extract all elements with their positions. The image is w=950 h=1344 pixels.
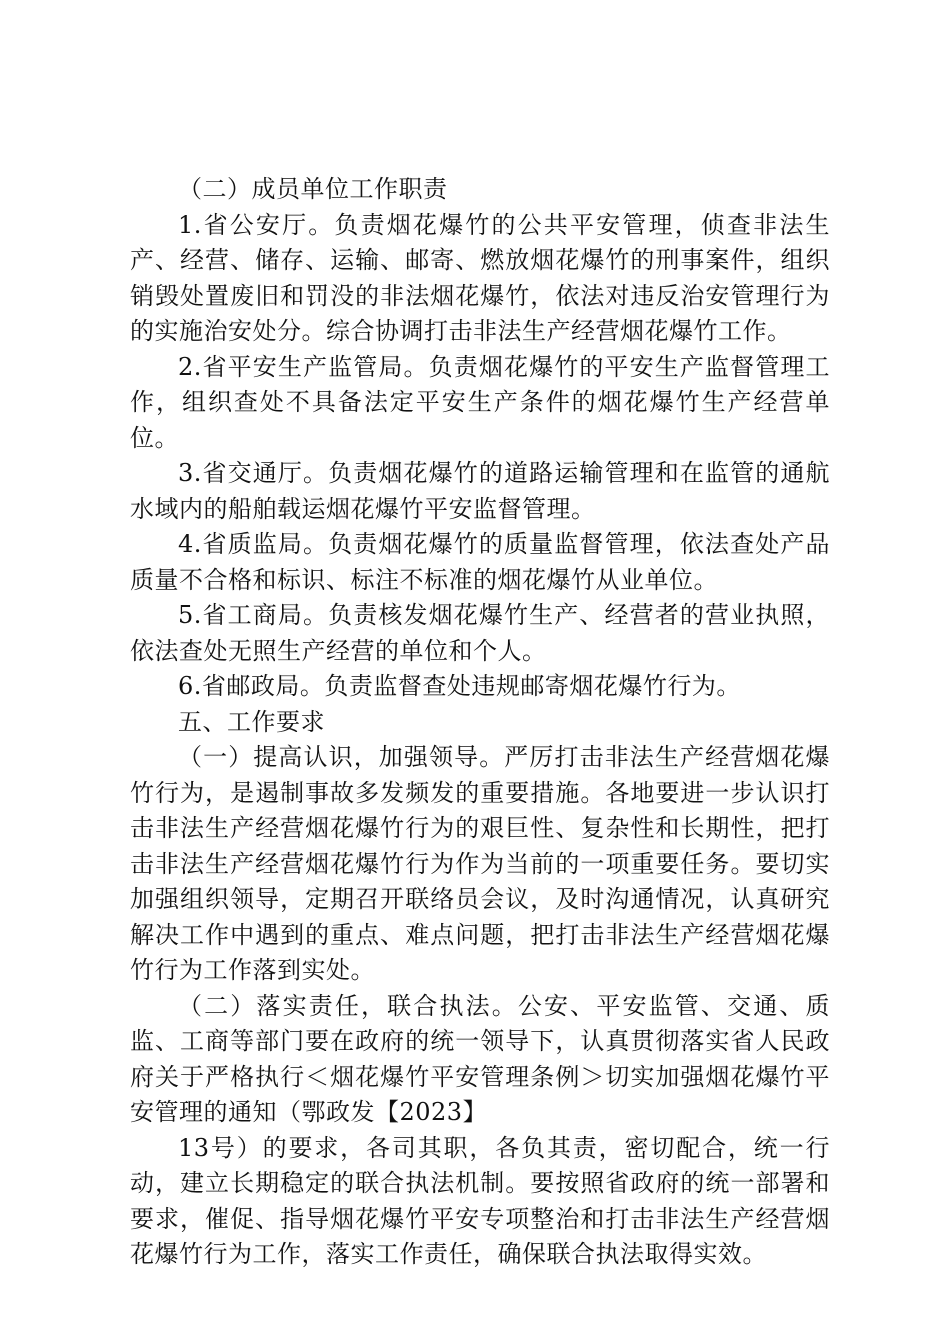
- paragraph-raise-awareness: （一）提高认识，加强领导。严厉打击非法生产经营烟花爆竹行为，是遏制事故多发频发的重要措施。各地要进一步认识打击非法生产经营烟花爆竹行为的艰巨性、复杂性和长期性，把打击非法生产经营烟花爆竹行为作为当前的一项重要任务。要切实加强组织领导，定期召开联络员会议，及时沟通情况，认真研究解决工作中遇到的重点、难点问题，把打击非法生产经营烟花爆竹行为工作落到实处。: [130, 743, 830, 984]
- paragraph-transport: 3.省交通厅。负责烟花爆竹的道路运输管理和在监管的通航水域内的船舶载运烟花爆竹平安监督管理。: [130, 459, 830, 523]
- paragraph-joint-enforcement-continued: 13号）的要求，各司其职，各负其责，密切配合，统一行动，建立长期稳定的联合执法机制。要按照省政府的统一部署和要求，催促、指导烟花爆竹平安专项整治和打击非法生产经营烟花爆竹行为工作，落实工作责任，确保联合执法取得实效。: [130, 1133, 830, 1268]
- document-body: [130, 172, 830, 1273]
- paragraph-industry-commerce: 5.省工商局。负责核发烟花爆竹生产、经营者的营业执照，依法查处无照生产经营的单位和个人。: [130, 601, 830, 665]
- paragraph-safety-supervision: 2.省平安生产监管局。负责烟花爆竹的平安生产监督管理工作，组织查处不具备法定平安生产条件的烟花爆竹生产经营单位。: [130, 352, 830, 452]
- section-heading-member-duties: （二）成员单位工作职责: [178, 175, 448, 203]
- section-heading-work-requirements: 五、工作要求: [178, 707, 325, 736]
- paragraph-postal: 6.省邮政局。负责监督查处违规邮寄烟花爆竹行为。: [178, 672, 741, 700]
- paragraph-quality-supervision: 4.省质监局。负责烟花爆竹的质量监督管理，依法查处产品质量不合格和标识、标注不标准的烟花爆竹从业单位。: [130, 530, 830, 594]
- paragraph-joint-enforcement: （二）落实责任，联合执法。公安、平安监管、交通、质监、工商等部门要在政府的统一领导下，认真贯彻落实省人民政府关于严格执行＜烟花爆竹平安管理条例＞切实加强烟花爆竹平安管理的通知（鄂政发【2023】: [130, 991, 830, 1126]
- paragraph-public-security: 1.省公安厅。负责烟花爆竹的公共平安管理，侦查非法生产、经营、储存、运输、邮寄、燃放烟花爆竹的刑事案件，组织销毁处置废旧和罚没的非法烟花爆竹，依法对违反治安管理行为的实施治安处分。综合协调打击非法生产经营烟花爆竹工作。: [130, 210, 830, 345]
